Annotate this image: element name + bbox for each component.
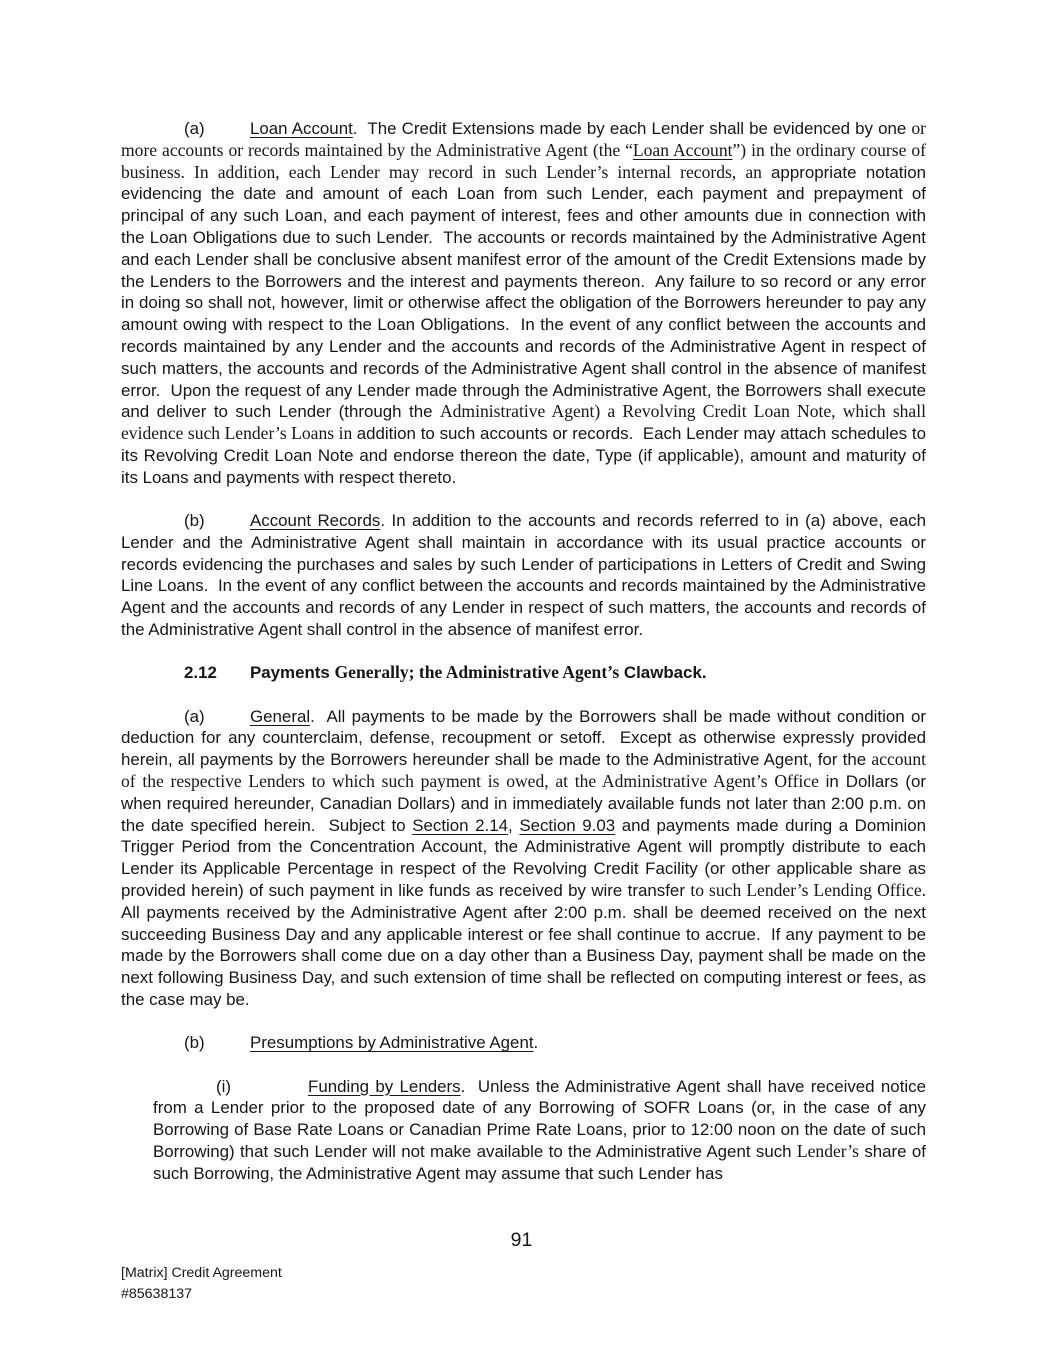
heading-section-2-12: [121, 662, 926, 684]
text-run: to such Lender’s Lending Office.: [690, 880, 935, 900]
text-run: Loan Account: [250, 119, 353, 138]
text-run: ”) in the ordinary course of business. In addition, each Lender may record in such Lender’s internal records, an: [121, 139, 931, 182]
text-run: share of such Borrowing, the Administrative Agent may assume that such Lender has: [153, 1141, 931, 1183]
page-footer: [121, 1263, 282, 1304]
text-run: . The Credit Extensions made by each Lender shall be evidenced by one: [352, 119, 912, 138]
text-run: . In addition to the accounts and records referred to in (a) above, each Lender and the Administrative Agent shall maintain in accordance with its usual practice accounts or records evidencing the purchases and sales by such Lender of participations in Letters of Credit and Swing Line Loans. In the event of any conflict between the accounts and records maintained by the Administrative Agent and the accounts and records of any Lender in respect of such matters, the accounts and records of the Administrative Agent shall control in the absence of manifest error.: [121, 511, 931, 640]
paragraph-marker: (i): [216, 1076, 232, 1096]
footer-doc-title: [Matrix] Credit Agreement: [121, 1265, 282, 1281]
paragraph-marker: (b): [184, 511, 205, 531]
text-run: Payments: [250, 663, 335, 683]
paragraph-marker: 2.12: [184, 663, 217, 683]
text-run: . Unless the Administrative Agent shall have received notice from a Lender prior to the proposed date of any Borrowing of SOFR Loans (or, in the case of any Borrowing of Base Rate Loans or Canadian Prime Rate Loans, prior to 12:00 noon on the date of such Borrowing) that such Lender will not make available to the Administrative Agent such: [153, 1076, 931, 1161]
text-run: Clawback.: [619, 663, 707, 683]
paragraph-presumptions: [121, 1032, 926, 1054]
text-run: Lender’s: [796, 1140, 859, 1161]
text-run: . All payments to be made by the Borrowers shall be made without condition or deduction for any counterclaim, defense, recoupment or setoff. Except as otherwise expressly provided herein, all payments by the Borrowers hereunder shall be made to the Administrative Agent, for the: [121, 706, 931, 770]
paragraph-marker: (a): [184, 706, 205, 726]
text-run: Loan Account: [632, 139, 733, 160]
paragraph-marker: (a): [184, 119, 205, 138]
page-number: 91: [510, 1229, 533, 1251]
text-run: Presumptions by Administrative Agent: [250, 1033, 534, 1053]
text-run: .: [533, 1033, 539, 1053]
text-run: appropriate notation evidencing the date and amount of each Loan from such Lender, each payment and prepayment of principal of any such Loan, and each payment of interest, fees and other amounts due in connection with the Loan Obligations due to such Lender. The accounts or records maintained by the Administrative Agent and each Lender shall be conclusive absent manifest error of the amount of the Credit Extensions made by the Lenders to the Borrowers and the interest and payments thereon. Any failure to so record or any error in doing so shall not, however, limit or otherwise affect the obligation of the Borrowers hereunder to pay any amount owing with respect to the Loan Obligations. In the event of any conflict between the accounts and records maintained by any Lender and the accounts and records of the Administrative Agent in respect of such matters, the accounts and records of the Administrative Agent shall control in the absence of manifest error. Upon the request of any Lender made through the Administrative Agent, the Borrowers shall execute and deliver to such Lender (through the: [121, 162, 931, 422]
text-run: All payments received by the Administrative Agent after 2:00 p.m. shall be deemed received on the next succeeding Business Day and any applicable interest or fee shall continue to accrue. If any payment to be made by the Borrowers shall come due on a day other than a Business Day, payment shall be made on the next following Business Day, and such extension of time shall be reflected on computing interest or fees, as the case may be.: [121, 902, 931, 1009]
text-run: account of the respective Lenders to which such payment is owed, at the Administrative Agent’s Office: [121, 749, 931, 792]
text-run: and payments made during a Dominion Trigger Period from the Concentration Account, the Administrative Agent will promptly distribute to each Lender its Applicable Percentage in respect of the Revolving Credit Facility (or other applicable share as provided herein) of such payment in like funds as received by wire transfer: [121, 815, 931, 900]
text-run: Section 2.14: [412, 815, 509, 835]
text-run: Account Records: [250, 511, 381, 531]
text-run: ,: [508, 815, 520, 835]
text-run: addition to such accounts or records. Each Lender may attach schedules to its Revolving Credit Loan Note and endorse thereon the date, Type (if applicable), amount and maturity of its Loans and payments with respect thereto.: [121, 424, 931, 487]
document-body: [121, 118, 935, 1206]
text-run: or more accounts or records maintained by the Administrative Agent (the “: [121, 118, 931, 160]
paragraph-loan-account: [121, 118, 931, 489]
text-run: Generally; the Administrative Agent’s: [334, 662, 620, 683]
paragraph-marker: (b): [184, 1033, 205, 1053]
text-run: Section 9.03: [519, 815, 616, 835]
paragraph-funding-by-lenders: [153, 1076, 931, 1185]
paragraph-general: [121, 706, 935, 1011]
footer-doc-id: #85638137: [121, 1285, 193, 1302]
text-run: Funding by Lenders: [308, 1076, 461, 1096]
paragraph-account-records: [121, 510, 931, 641]
text-run: General: [250, 706, 311, 726]
text-run: Administrative Agent) a Revolving Credit Loan Note, which shall evidence such Lender’s Loans in: [121, 401, 931, 444]
text-run: in Dollars (or when required hereunder, Canadian Dollars) and in immediately available funds not later than 2:00 p.m. on the date specified herein. Subject to: [121, 772, 931, 835]
